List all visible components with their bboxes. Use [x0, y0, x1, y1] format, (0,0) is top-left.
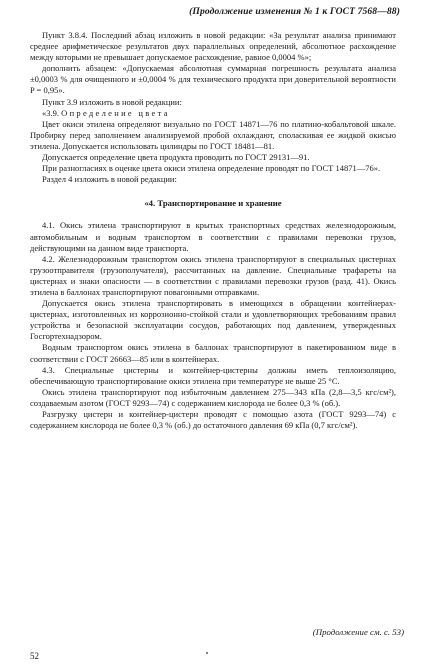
paragraph-color-method: Цвет окиси этилена определяют визуально по ГОСТ 14871—76 по платино-кобальтовой шкале. Пробирку перед заполнением анализируемой пробой охлаждают, споласкивая ее жидкой окисью этилена. Допускается использовать цилиндры по ГОСТ 18481—81.: [30, 118, 396, 151]
paragraph-color-alt: Допускается определение цвета продукта проводить по ГОСТ 29131—91.: [42, 152, 310, 163]
paragraph-3-8-4: Пункт 3.8.4. Последний абзац изложить в новой редакции: «За результат анализа принимают среднее арифметическое результатов двух параллельных определений, абсолютное расхождение между которыми не превышает допускаемое расхождение, равное 0,0004 %»;: [30, 30, 396, 63]
continuation-note: (Продолжение см. с. 53): [312, 627, 404, 637]
page-number: 52: [30, 651, 39, 661]
paragraph-4-2: 4.2. Железнодорожным транспортом окись этилена транспортируют в специальных цистернах грузоотправителя (грузополучателя), рассчитанных на давление. Специальные трафареты на цистернах и знаки опасности — в соответствии с правилами перевозки грузов (разд. 41). Окись этилена в баллонах транспортируют повагонными отправками.: [30, 253, 396, 297]
paragraph-color-dispute: При разногласиях в оценке цвета окиси этилена определение проводят по ГОСТ 14871—76».: [42, 163, 381, 174]
paragraph-3-9-intro: Пункт 3.9 изложить в новой редакции:: [42, 96, 182, 107]
document-body: [30, 30, 396, 431]
paragraph-containers: Допускается окись этилена транспортировать в имеющихся в обращении контейнерах-цистернах, изготовленных из коррозионно-стойкой стали и удовлетворяющих требованиям правил устройства и безопасной эксплуатации сосудов, работающих под давлением, утвержденных Госгортехнадзором.: [30, 298, 396, 342]
paragraph-pressure: Окись этилена транспортируют под избыточным давлением 275—343 кПа (2,8—3,5 кгс/см²), создаваемым азотом (ГОСТ 9293—74) с содержанием кислорода не более 0,3 % (об.).: [30, 386, 396, 408]
paragraph-3-9-heading: [30, 108, 396, 119]
section-title: «4. Транспортирование и хранение: [144, 198, 282, 209]
footer-mark: [206, 652, 208, 654]
running-header: (Продолжение изменения № 1 к ГОСТ 7568—88): [189, 6, 400, 17]
paragraph-water-transport: Водным транспортом окись этилена в баллонах транспортируют в пакетированном виде в соответствии с ГОСТ 26663—85 или в контейнерах.: [30, 342, 396, 364]
paragraph-4-3: 4.3. Специальные цистерны и контейнер-цистерны должны иметь теплоизоляцию, обеспечивающую транспортирование окиси этилена при температуре не выше 25 °С.: [30, 364, 396, 386]
paragraph-4-1: 4.1. Окись этилена транспортируют в крытых транспортных средствах железнодорожным, автомобильным и водным транспортом в соответствии с правилами перевозки грузов, действующими на данном виде транспорта.: [30, 220, 396, 253]
clause-number: «3.9.: [42, 107, 59, 118]
paragraph-addition: дополнить абзацем: «Допускаемая абсолютная суммарная погрешность результата анализа ±0,0003 % для очищенного и ±0,0004 % для технического продукта при доверительной вероятности P = 0,95».: [30, 63, 396, 96]
paragraph-unloading: Разгрузку цистерн и контейнер-цистерн проводят с помощью азота (ГОСТ 9293—74) с содержанием кислорода не более 0,3 % (об.) до остаточного давления 69 кПа (0,7 кгс/см²).: [30, 409, 396, 431]
paragraph-section-4-intro: Раздел 4 изложить в новой редакции:: [42, 174, 177, 185]
clause-title: Определение цвета: [61, 107, 170, 118]
